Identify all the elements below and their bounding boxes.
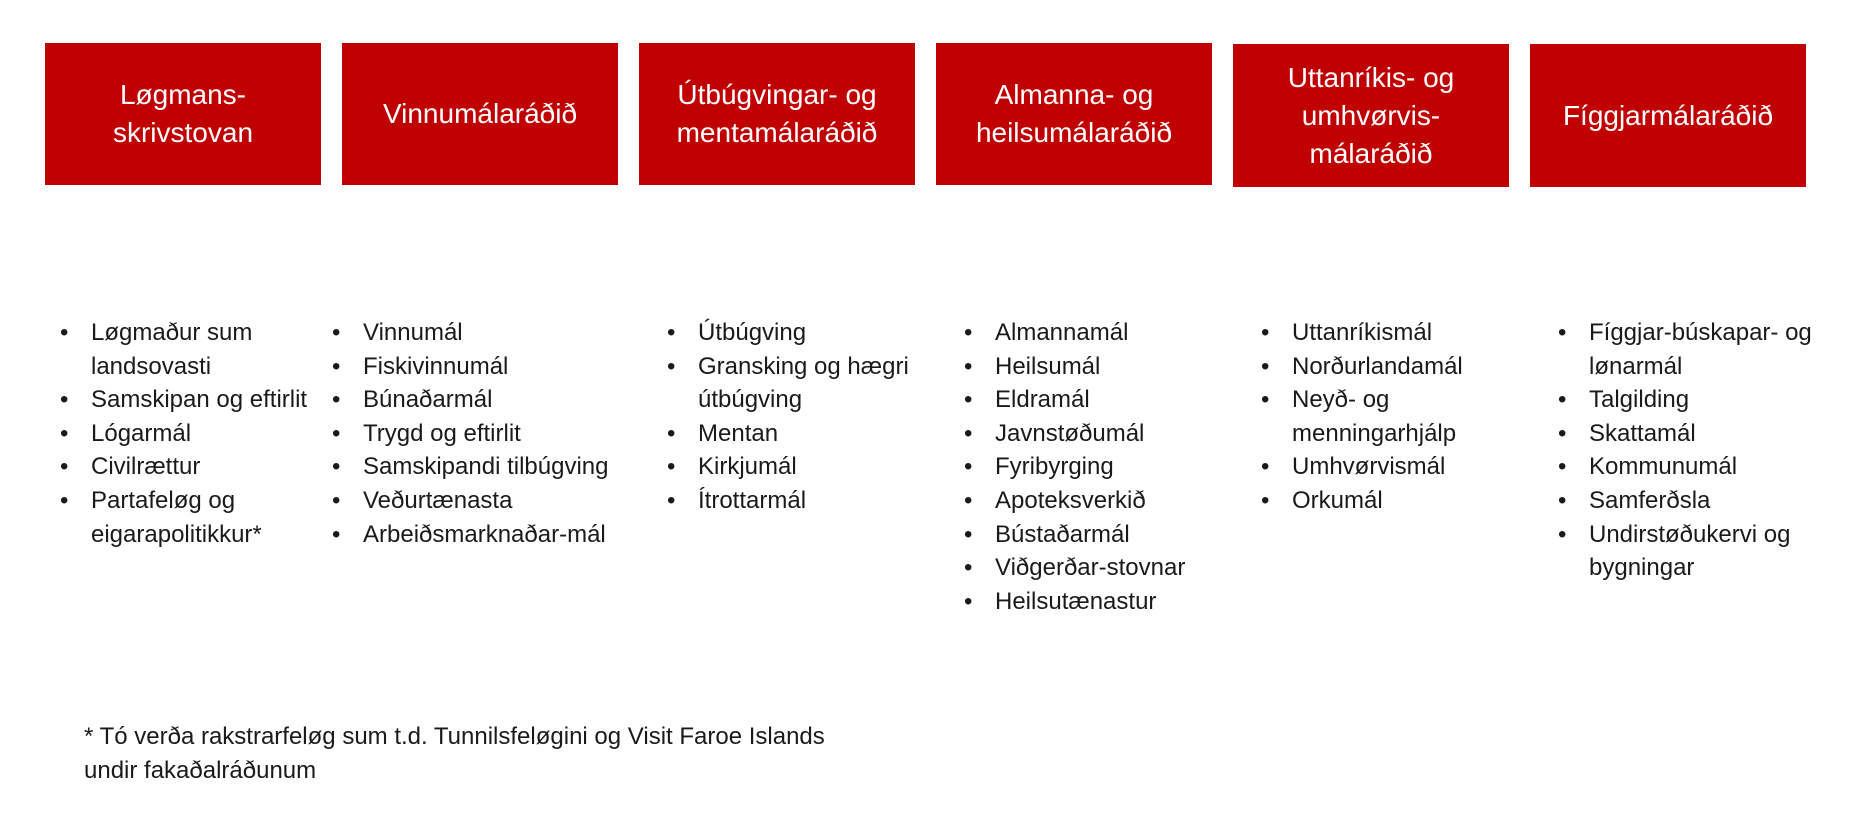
ministry-header-logmansskrivstovan: Løgmans- skrivstovan: [45, 43, 321, 185]
task-list-item: • Ítrottarmál: [653, 484, 913, 518]
task-list-item: • Javnstøðumál: [950, 417, 1210, 451]
task-list-item: • Heilsumál: [950, 350, 1210, 384]
task-list-item: • Veðurtænasta: [318, 484, 618, 518]
task-list-item: • Norðurlandamál: [1247, 350, 1517, 384]
task-list-item: • Løgmaður sum landsovasti: [46, 316, 316, 383]
task-list-item: • Eldramál: [950, 383, 1210, 417]
task-list-logmansskrivstovan: [46, 316, 316, 551]
task-list-item: • Apoteksverkið: [950, 484, 1210, 518]
task-list-item: • Lógarmál: [46, 417, 316, 451]
task-list-utbugvingar-og-mentamalaradid: [653, 316, 913, 518]
ministry-header-uttanrikis-og-umhvorvismalaradid: Uttanríkis- og umhvørvis- málaráðið: [1233, 44, 1509, 187]
task-list-item: • Fiskivinnumál: [318, 350, 618, 384]
task-list-item: • Uttanríkismál: [1247, 316, 1517, 350]
task-list-item: • Heilsutænastur: [950, 585, 1210, 619]
task-list-item: • Fíggjar-búskapar- og lønarmál: [1544, 316, 1814, 383]
task-list-item: • Búnaðarmál: [318, 383, 618, 417]
ministry-header-vinnumalaradid: Vinnumálaráðið: [342, 43, 618, 185]
task-list-item: • Neyð- og menningarhjálp: [1247, 383, 1517, 450]
task-list-item: • Mentan: [653, 417, 913, 451]
ministry-header-utbugvingar-og-mentamalaradid: Útbúgvingar- og mentamálaráðið: [639, 43, 915, 185]
task-list-item: • Skattamál: [1544, 417, 1814, 451]
task-list-item: • Samskipandi tilbúgving: [318, 450, 618, 484]
task-list-item: • Kommunumál: [1544, 450, 1814, 484]
task-list-item: • Orkumál: [1247, 484, 1517, 518]
task-list-item: • Kirkjumál: [653, 450, 913, 484]
task-list-item: • Samferðsla: [1544, 484, 1814, 518]
ministry-header-almanna-og-heilsumalaradid: Almanna- og heilsumálaráðið: [936, 43, 1212, 185]
task-list-item: • Útbúgving: [653, 316, 913, 350]
task-list-almanna-og-heilsumalaradid: [950, 316, 1210, 618]
task-list-item: • Talgilding: [1544, 383, 1814, 417]
footnote: * Tó verða rakstrarfeløg sum t.d. Tunnilsfeløgini og Visit Faroe Islands undir fakaðalráðunum: [84, 723, 825, 784]
ministry-header-row: [0, 0, 1850, 200]
task-list-figgjarmalaradid: [1544, 316, 1814, 585]
task-list-item: • Fyribyrging: [950, 450, 1210, 484]
task-list-item: • Arbeiðsmarknaðar-mál: [318, 518, 618, 552]
task-list-item: • Gransking og hægri útbúgving: [653, 350, 913, 417]
task-list-item: • Viðgerðar-stovnar: [950, 551, 1210, 585]
task-list-uttanrikis-og-umhvorvismalaradid: [1247, 316, 1517, 518]
task-list-item: • Vinnumál: [318, 316, 618, 350]
task-list-item: • Civilrættur: [46, 450, 316, 484]
task-list-item: • Umhvørvismál: [1247, 450, 1517, 484]
ministry-header-figgjarmalaradid: Fíggjarmálaráðið: [1530, 44, 1806, 187]
task-list-item: • Samskipan og eftirlit: [46, 383, 316, 417]
task-list-item: • Trygd og eftirlit: [318, 417, 618, 451]
task-list-vinnumalaradid: [318, 316, 618, 551]
task-list-item: • Partafeløg og eigarapolitikkur*: [46, 484, 316, 551]
task-list-item: • Bústaðarmál: [950, 518, 1210, 552]
task-list-item: • Almannamál: [950, 316, 1210, 350]
task-list-item: • Undirstøðukervi og bygningar: [1544, 518, 1814, 585]
